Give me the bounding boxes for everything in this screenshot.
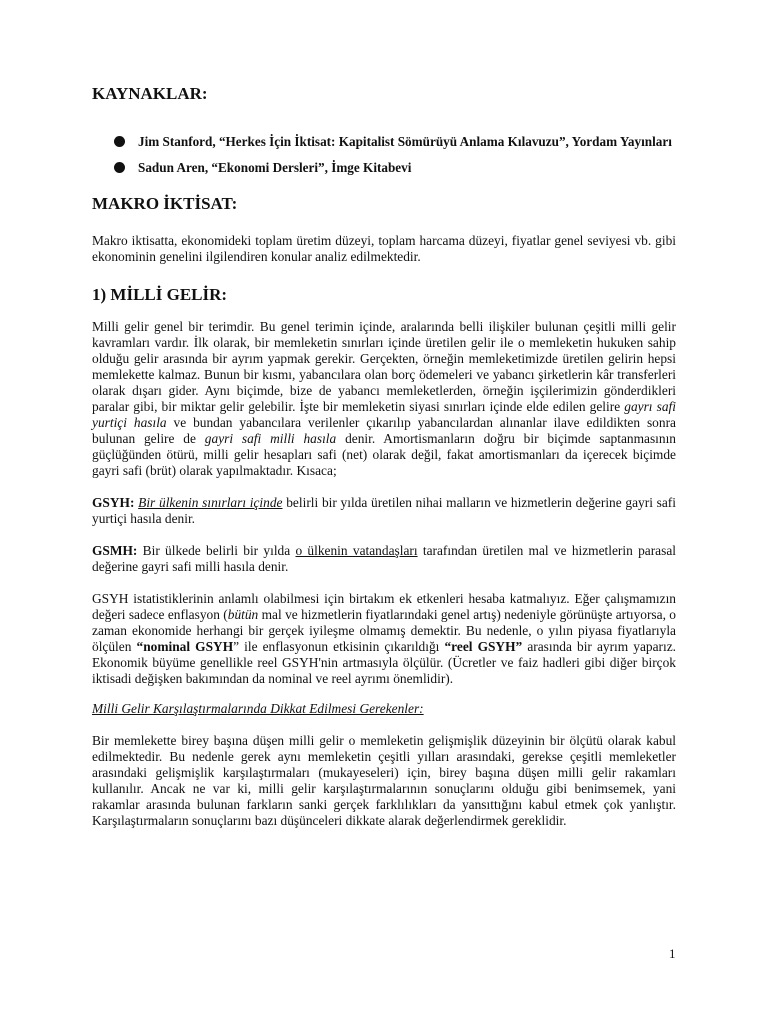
- gsyh-statistics-paragraph: [92, 591, 676, 687]
- text-run: GSYH istatistiklerinin anlamlı olabilmesi için birtakım ek etkenleri hesaba katmalıyız. Eğer çalışmamızın değeri sadece enflasyon (: [92, 591, 676, 623]
- heading-kaynaklar: KAYNAKLAR:: [92, 84, 208, 103]
- term-nominal-gsyh: “nominal GSYH: [136, 639, 234, 655]
- text-run: ve bundan yabancılara verilenler çıkarılıp yabancılardan alınanlar ilave edildikten sonra bulunan gelire de: [92, 415, 676, 447]
- makro-paragraph: Makro iktisatta, ekonomideki toplam üretim düzeyi, toplam harcama düzeyi, fiyatlar genel seviyesi vb. gibi ekonominin genelini ilgilendiren konular analiz edilmektedir.: [92, 232, 676, 264]
- text-run: arasında bir ayrım yaparız. Ekonomik büyüme genellikle reel GSYH'nin artmasıyla ölçülür. (Ücretler ve faiz hadleri gibi diğer birçok iktisadi değişken bakımından da nominal ve reel ayrımı önemlidir).: [92, 639, 677, 687]
- reference-item: [92, 158, 676, 178]
- reference-text: Jim Stanford, “Herkes İçin İktisat: Kapitalist Sömürüyü Anlama Kılavuzu”, Yordam Yayınları: [138, 134, 672, 150]
- heading-milli-gelir: 1) MİLLİ GELİR:: [92, 284, 228, 304]
- term-gsyh: gayrı safi yurtiçi hasıla: [92, 399, 676, 431]
- text-run: Milli gelir genel bir terimdir. Bu genel terimin içinde, aralarında belli ilişkiler bulunan çeşitli milli gelir kavramları vardır. İlk olarak, bir memleketin sınırları içinde üretilen gelir ile o memleketin hukuken sahip olduğu gelir arasında bir ayrım yapmak gerekir. Gerçekten, örneğin memleketimizde üretilen gelirin hepsi memlekette kalmaz. Bunun bir kısmı, yabancılara olan borç ödemeleri ve yabancı şirketlerin kâr transferleri olarak dışarı gider. Aynı biçimde, bize de yabancı memleketlerden, örneğin işçilerimizin gönderdikleri paralar gibi, bir miktar gelir gelebilir. İşte bir memleketin siyasi sınırları içinde elde edilen gelire: [92, 319, 676, 415]
- bullet-icon: [114, 136, 125, 147]
- page-number: 1: [669, 946, 676, 961]
- text-run: belirli bir yılda üretilen nihai malların ve hizmetlerin değerine gayri safi yurtiçi hasıla denir.: [92, 495, 676, 527]
- gsmh-label: GSMH:: [92, 543, 138, 559]
- underlined-phrase: o ülkenin vatandaşları: [295, 543, 418, 559]
- text-run: mal ve hizmetlerin fiyatlarındaki genel artış) nedeniyle görünüşte artıyorsa, o zaman ekonomide herhangi bir gerçek iyileşme olmamış demektir. Bu nedenle, o yılın piyasa fiyatlarıyla ölçülen: [92, 607, 676, 655]
- gsyh-label: GSYH:: [92, 495, 135, 511]
- text-run: denir. Amortismanların doğru bir biçimde saptanmasının güçlüğünden ötürü, milli gelir hesapları safi (net) olarak değil, fakat amortismanları da içerecek biçimde gayri safi (brüt) olarak yapılmaktadır. Kısaca;: [92, 431, 676, 479]
- subheading-karsilastirma: Milli Gelir Karşılaştırmalarında Dikkat Edilmesi Gerekenler:: [92, 701, 424, 717]
- karsilastirma-paragraph: Bir memlekette birey başına düşen milli gelir o memleketin gelişmişlik düzeyinin bir ölçütü olarak kabul edilmektedir. Bu nedenle gerek aynı memleketin çeşitli yılları arasındaki, gerekse çeşitli memleketler arasındaki gelişmişlik karşılaştırmaları (mukayeseleri) için, birey başına düşen milli gelir rakamları kullanılır. Ancak ne var ki, milli gelir karşılaştırmalarının sonuçlarını olduğu gibi benimsemek, yani rakamlar arasında bulunan farkların sanki gerçek farklılıkları da yansıttığını kabul etmek çok yanlıştır. Karşılaştırmaların sonuçlarını bazı düşünceleri dikkate alarak değerlendirmek gereklidir.: [92, 733, 676, 829]
- gsmh-definition: [92, 543, 676, 575]
- term-gsmh: gayri safi milli hasıla: [204, 431, 337, 447]
- heading-makro-iktisat: MAKRO İKTİSAT:: [92, 194, 238, 214]
- reference-item: [92, 132, 676, 152]
- reference-text: Sadun Aren, “Ekonomi Dersleri”, İmge Kitabevi: [138, 160, 412, 176]
- text-run: ” ile enflasyonun etkisinin çıkarıldığı: [233, 639, 440, 655]
- text-run: bütün: [227, 607, 259, 623]
- term-reel-gsyh: “reel GSYH”: [444, 639, 523, 655]
- underlined-phrase: Bir ülkenin sınırları içinde: [138, 495, 283, 511]
- text-run: tarafından üretilen mal ve hizmetlerin parasal değerine gayri safi milli hasıla denir.: [92, 543, 676, 575]
- page-content: [92, 84, 676, 829]
- bullet-icon: [114, 162, 125, 173]
- reference-list: [92, 132, 676, 178]
- text-run: Bir ülkede belirli bir yılda: [142, 543, 291, 559]
- gsyh-definition: [92, 495, 676, 527]
- milli-gelir-paragraph: [92, 319, 676, 479]
